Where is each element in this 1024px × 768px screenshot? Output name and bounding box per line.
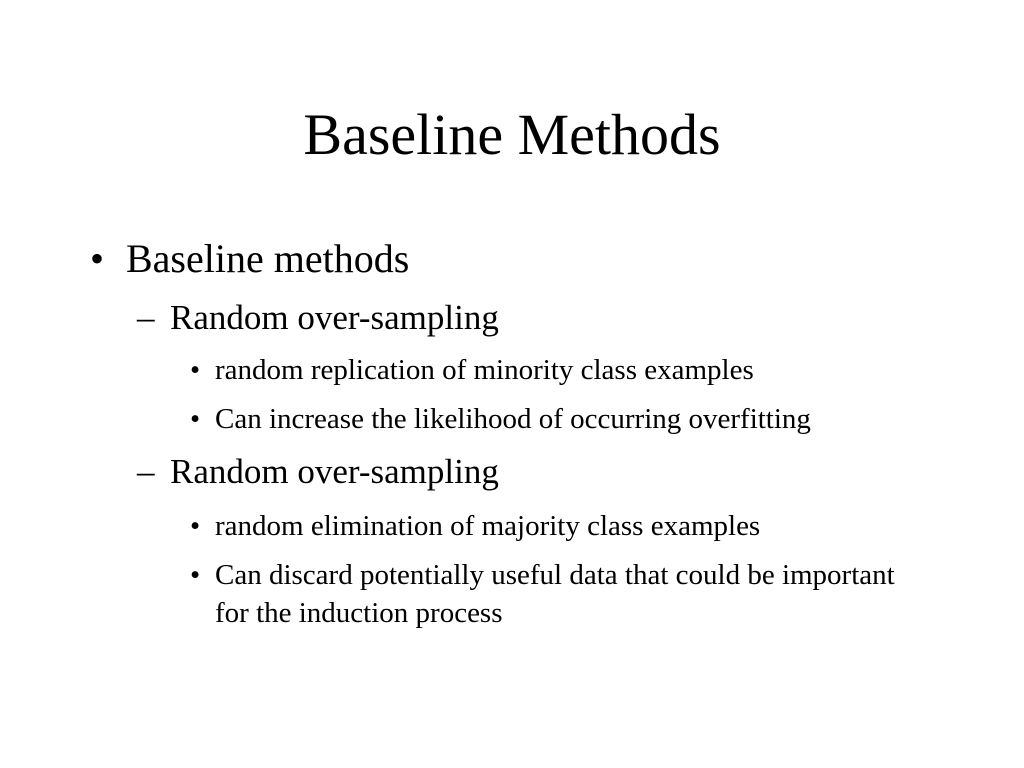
- bullet-marker: •: [190, 403, 201, 435]
- bullet-text: random replication of minority class examples: [215, 354, 754, 386]
- bullet-text: random elimination of majority class examples: [215, 510, 761, 542]
- slide-title: Baseline Methods: [303, 102, 721, 167]
- bullet-text: Random over-sampling: [170, 452, 499, 491]
- dash-marker: –: [137, 452, 155, 491]
- bullet-marker: •: [190, 559, 201, 591]
- bullet-text: Random over-sampling: [170, 298, 499, 337]
- bullet-marker: •: [190, 354, 201, 386]
- bullet-text: Can increase the likelihood of occurring overfitting: [215, 403, 811, 435]
- dash-marker: –: [137, 298, 155, 337]
- bullet-text: Baseline methods: [126, 236, 410, 281]
- bullet-marker: •: [190, 510, 201, 542]
- bullet-text: Can discard potentially useful data that could be important for the induction process: [215, 559, 895, 629]
- bullet-marker: •: [90, 236, 105, 281]
